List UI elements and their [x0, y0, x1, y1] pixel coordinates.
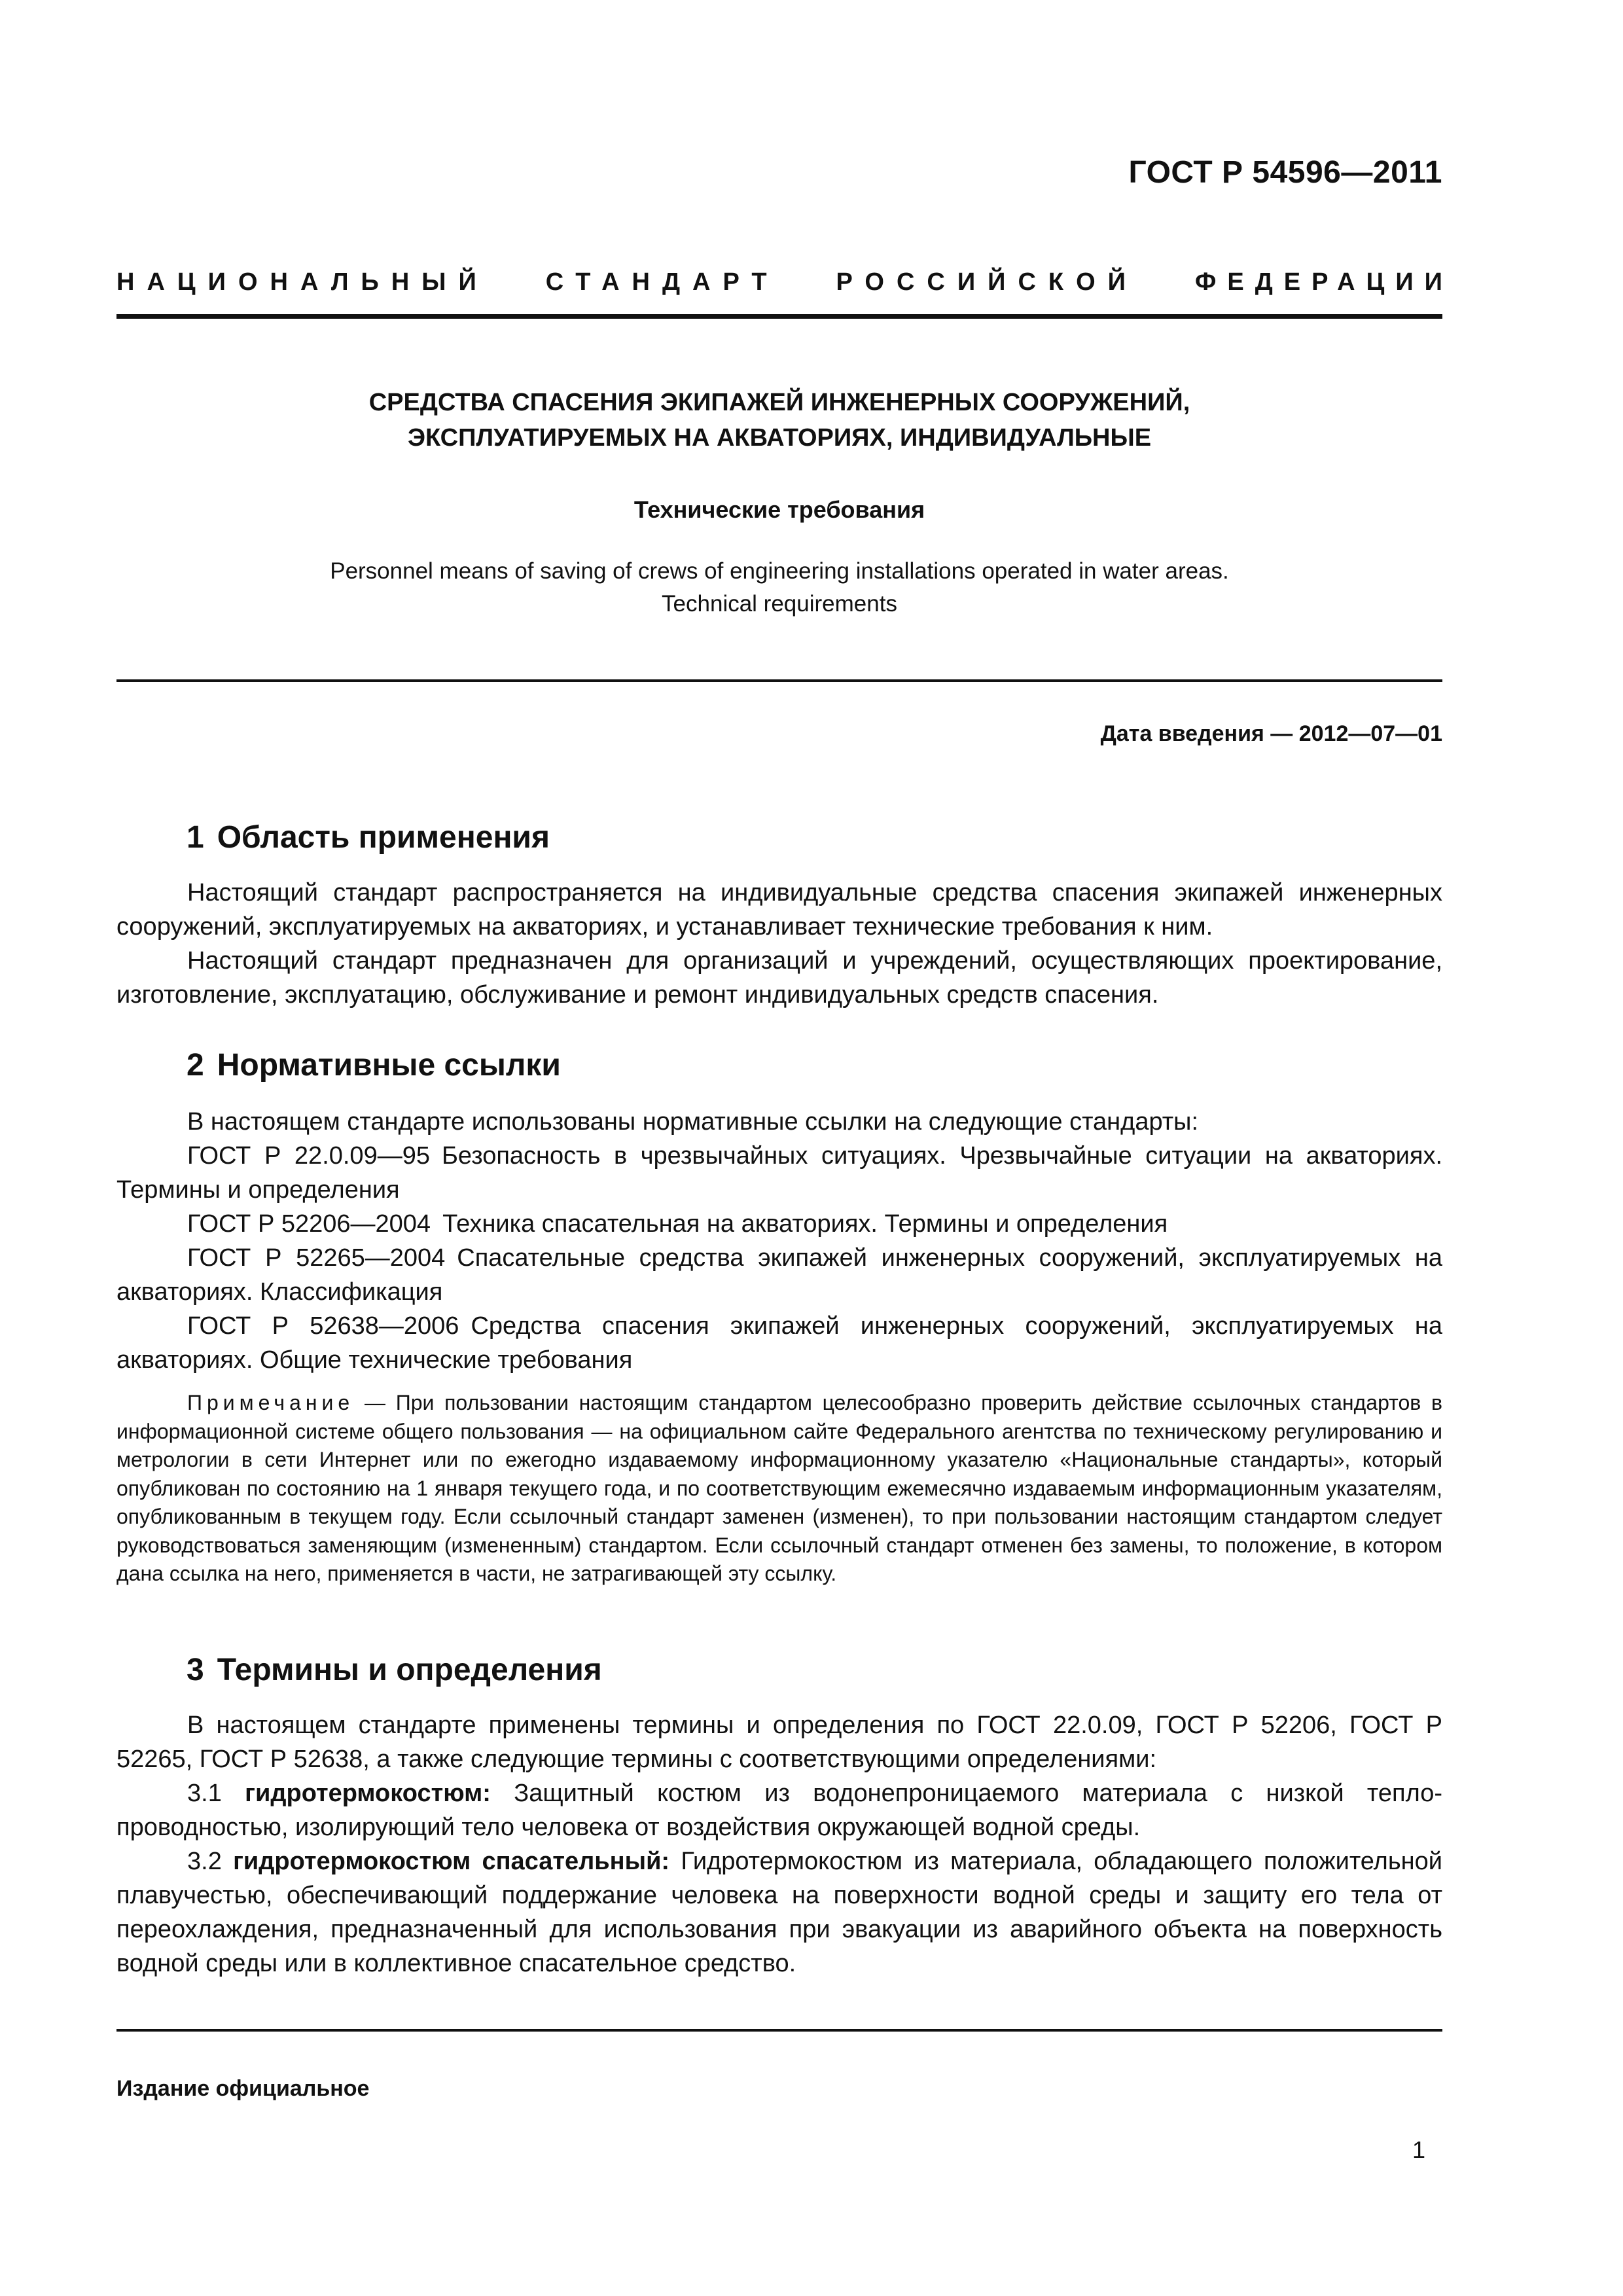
english-title-line: Personnel means of saving of crews of engineering installations operated in water areas.: [330, 558, 1229, 584]
paragraph: Настоящий стандарт распространяется на индивидуальные средства спасения экипажей инженерных сооружений, эксплуатируемых на акваториях, и устанавливает технические требования к ним.: [116, 879, 1442, 941]
paragraph: В настоящем стандарте использованы нормативные ссылки на следующие стандарты:: [187, 1108, 1199, 1136]
term: гидротермокостюм спасательный:: [233, 1848, 670, 1875]
reference-item: [116, 1207, 1442, 1241]
section-title: Область применения: [217, 820, 550, 855]
official-edition-label: Издание официальное: [116, 2076, 370, 2101]
subtitle: Технические требования: [633, 496, 925, 523]
definition: Гидротермокостюм из материала, обладающего положительной плавучестью, обеспечивающий поддержание человека на поверхности водной среды и защиту его тела от переохлаждения, предназначенный для использования при эвакуации из аварийного объекта на поверхность водной среды или в коллективное спасательное средство.: [116, 1848, 1442, 1977]
section-2-heading: [187, 1047, 561, 1083]
note-text: — При пользовании настоящим стандартом целесообразно проверить действие ссылочных стандартов в информационной системе общего пользования — на официальном сайте Федерального агентства по техническому регулированию и метрологии в сети Интернет или по ежегодно издаваемому информационному указателю «Национальные стандарты», который опубликован по состоянию на 1 января текущего года, и по соответствующим ежемесячно издаваемым информационным указателям, опубликованным в текущем году. Если ссылочный стандарт заменен (изменен), то при пользовании настоящим стандартом следует руководствоваться заменяющим (измененным) стандартом. Если ссылочный стандарт отменен без замены, то положение, в котором дана ссылка на него, применяется в части, не затрагивающей эту ссылку.: [116, 1391, 1442, 1585]
header-divider: [116, 314, 1442, 319]
national-title-word: ФЕДЕРАЦИИ: [1194, 268, 1454, 296]
national-title-word: СТАНДАРТ: [545, 268, 779, 296]
definition: Защитный костюм из водонепроницаемого материала с низкой теплопроводностью, изолирующий тело человека от воздействия окружающей водной среды.: [116, 1780, 1443, 1841]
reference-item: [116, 1309, 1442, 1377]
document-number: ГОСТ Р 54596—2011: [1128, 155, 1442, 190]
national-title-word: НАЦИОНАЛЬНЫЙ: [116, 268, 489, 296]
section-1-heading: [187, 819, 550, 855]
term-definition: [116, 1844, 1442, 1981]
paragraph: В настоящем стандарте применены термины и определения по ГОСТ 22.0.09, ГОСТ Р 52206, ГОСТ Р 52265, ГОСТ Р 52638, а также следующие термины с соответствующими определениями:: [116, 1712, 1442, 1773]
footer-divider: [116, 2029, 1442, 2032]
section-3-body: [116, 1708, 1442, 1981]
term-definition: [116, 1776, 1442, 1844]
national-title-word: РОССИЙСКОЙ: [836, 268, 1138, 296]
reference-code: ГОСТ Р 22.0.09—95: [187, 1142, 430, 1170]
reference-item: [116, 1241, 1442, 1309]
reference-code: ГОСТ Р 52206—2004: [187, 1210, 431, 1238]
national-standard-title: [116, 268, 1454, 296]
section-3-heading: [187, 1652, 602, 1688]
english-title-line: Technical requirements: [662, 591, 897, 617]
reference-code: ГОСТ Р 52265—2004: [187, 1244, 446, 1272]
section-2-body: [116, 1105, 1442, 1377]
section-number: 1: [187, 820, 204, 855]
paragraph: Настоящий стандарт предназначен для организаций и учреждений, осуществляющих проектирование, изготовление, эксплуатацию, обслуживание и ремонт индивидуальных средств спасения.: [116, 947, 1442, 1009]
reference-code: ГОСТ Р 52638—2006: [187, 1312, 459, 1340]
section-title: Нормативные ссылки: [217, 1048, 561, 1083]
english-title: [116, 555, 1442, 620]
reference-title: Безопасность в чрезвычайных ситуациях. Чрезвычайные ситуации на акваториях. Термины и определения: [116, 1142, 1443, 1204]
term-number: 3.1: [187, 1780, 222, 1807]
main-title-line: ЭКСПЛУАТИРУЕМЫХ НА АКВАТОРИЯХ, ИНДИВИДУАЛЬНЫЕ: [407, 424, 1152, 452]
section-number: 2: [187, 1048, 204, 1083]
main-title-line: СРЕДСТВА СПАСЕНИЯ ЭКИПАЖЕЙ ИНЖЕНЕРНЫХ СООРУЖЕНИЙ,: [368, 389, 1190, 416]
main-title: [116, 385, 1442, 456]
reference-title: Техника спасательная на акваториях. Термины и определения: [442, 1210, 1168, 1238]
note-label: Примечание: [187, 1391, 355, 1414]
title-divider: [116, 679, 1442, 682]
introduction-date: Дата введения — 2012—07—01: [1100, 721, 1442, 746]
section-title: Термины и определения: [217, 1653, 602, 1687]
note: [116, 1389, 1442, 1588]
section-number: 3: [187, 1653, 204, 1687]
term: гидротермокостюм:: [245, 1780, 491, 1807]
reference-title: Средства спасения экипажей инженерных сооружений, эксплуатируемых на акваториях. Общие технические требования: [116, 1312, 1442, 1374]
term-number: 3.2: [187, 1848, 222, 1875]
page-number: 1: [1412, 2136, 1425, 2163]
reference-title: Спасательные средства экипажей инженерных сооружений, эксплуатируемых на акваториях. Классификация: [116, 1244, 1442, 1306]
reference-item: [116, 1139, 1442, 1207]
section-1-body: [116, 876, 1442, 1012]
